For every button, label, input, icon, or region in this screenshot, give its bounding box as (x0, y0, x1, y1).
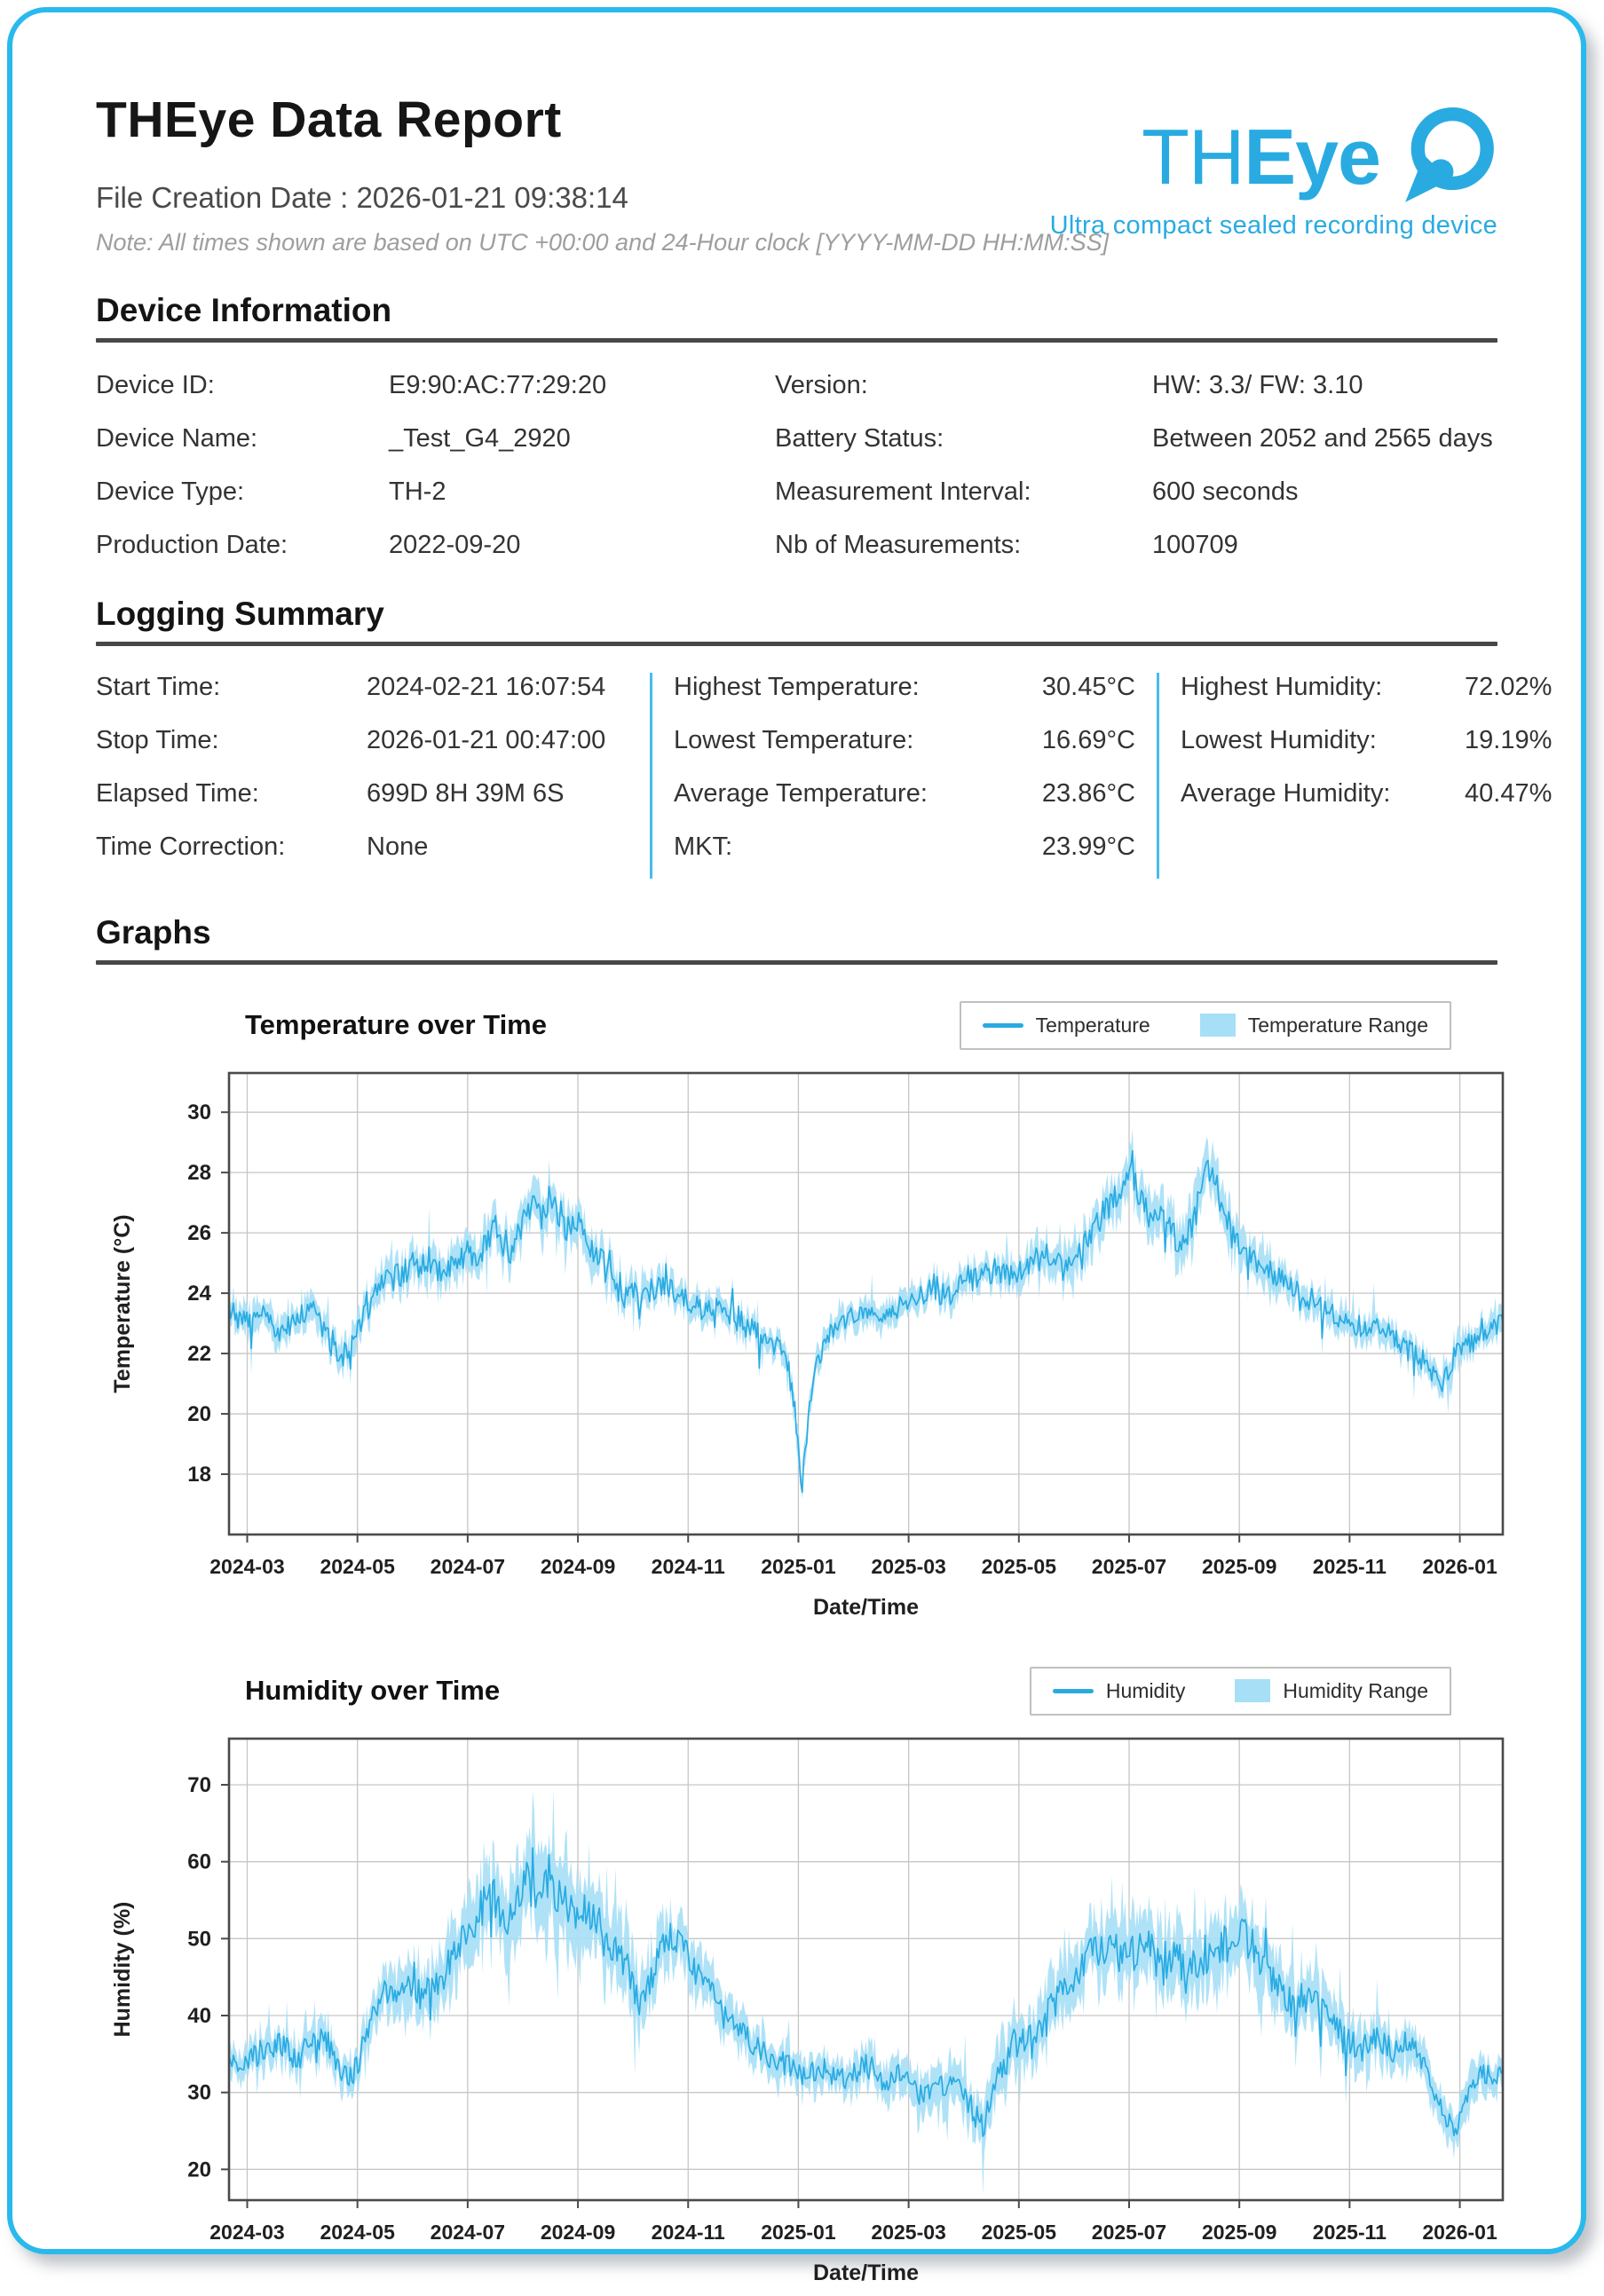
summary-label: Average Temperature: (674, 779, 928, 808)
brand-prefix: TH (1142, 113, 1244, 201)
summary-label: Stop Time: (96, 726, 219, 754)
line-swatch (983, 1023, 1023, 1028)
temperature-chart (96, 1062, 1516, 1630)
timezone-note: Note: All times shown are based on UTC +00:00 and 24-Hour clock [YYYY-MM-DD HH:MM:SS] (96, 229, 1110, 256)
legend-line-item (983, 1014, 1150, 1038)
legend-line-item (1053, 1679, 1185, 1703)
info-value: TH-2 (389, 477, 446, 506)
svg-text:2025-01: 2025-01 (761, 1555, 836, 1578)
info-label: Production Date: (96, 531, 288, 559)
info-label: Version: (775, 371, 868, 399)
summary-label: Highest Temperature: (674, 673, 920, 701)
summary-row (674, 726, 1135, 755)
summary-value: 72.02% (1465, 673, 1553, 701)
section-rule (96, 338, 1497, 343)
temperature-chart-title: Temperature over Time (245, 1009, 547, 1040)
page-title: THEye Data Report (96, 91, 562, 148)
svg-text:60: 60 (187, 1850, 211, 1874)
device-info-grid (96, 371, 1497, 560)
summary-row (674, 779, 1135, 809)
summary-row (96, 726, 628, 755)
svg-text:Date/Time: Date/Time (812, 2260, 920, 2285)
svg-text:2024-05: 2024-05 (320, 2221, 395, 2244)
svg-text:20: 20 (187, 1402, 211, 1427)
brand-suffix: Eye (1244, 113, 1380, 201)
summary-label: Lowest Humidity: (1181, 726, 1377, 754)
svg-text:2024-11: 2024-11 (651, 2221, 725, 2244)
svg-text:40: 40 (187, 2004, 211, 2028)
info-label: Device ID: (96, 371, 215, 399)
info-value: 2022-09-20 (389, 531, 521, 559)
summary-times-column (96, 673, 628, 879)
legend-band-item (1200, 1014, 1428, 1038)
info-value: E9:90:AC:77:29:20 (389, 371, 607, 399)
svg-text:2024-03: 2024-03 (209, 2221, 285, 2244)
info-value: HW: 3.3/ FW: 3.10 (1152, 371, 1363, 399)
info-value: 100709 (1152, 531, 1238, 559)
temperature-chart-block (96, 997, 1497, 1630)
report-page (7, 7, 1586, 2285)
svg-text:2024-07: 2024-07 (430, 1555, 506, 1578)
svg-text:28: 28 (187, 1161, 211, 1186)
humidity-chart-legend (1030, 1667, 1451, 1716)
svg-text:26: 26 (187, 1221, 211, 1246)
svg-text:2025-03: 2025-03 (871, 2221, 946, 2244)
info-label: Nb of Measurements: (775, 531, 1022, 559)
svg-text:2025-05: 2025-05 (981, 1555, 1057, 1578)
svg-text:2025-05: 2025-05 (981, 2221, 1057, 2244)
svg-text:2024-03: 2024-03 (209, 1555, 285, 1578)
eye-bubble-icon (1393, 105, 1497, 209)
summary-row (674, 673, 1135, 702)
svg-text:2025-01: 2025-01 (761, 2221, 836, 2244)
info-label: Measurement Interval: (775, 477, 1031, 506)
legend-label: Humidity (1105, 1678, 1186, 1702)
summary-value: 2024-02-21 16:07:54 (367, 673, 606, 701)
svg-text:2025-11: 2025-11 (1312, 1555, 1387, 1578)
section-rule (96, 642, 1497, 646)
summary-value: 40.47% (1465, 779, 1553, 808)
line-swatch (1053, 1689, 1094, 1693)
svg-text:2025-11: 2025-11 (1312, 2221, 1387, 2244)
svg-text:22: 22 (187, 1342, 211, 1367)
svg-text:70: 70 (187, 1773, 211, 1797)
summary-temperature-column (674, 673, 1135, 879)
svg-text:18: 18 (187, 1463, 211, 1487)
svg-text:2025-07: 2025-07 (1091, 1555, 1167, 1578)
info-value: _Test_G4_2920 (389, 424, 571, 453)
svg-text:30: 30 (187, 2080, 211, 2105)
svg-text:2025-07: 2025-07 (1091, 2221, 1167, 2244)
summary-label: Highest Humidity: (1181, 673, 1383, 701)
summary-value: 2026-01-21 00:47:00 (367, 726, 606, 754)
info-value: 600 seconds (1152, 477, 1299, 506)
summary-row (674, 832, 1135, 862)
svg-text:2024-09: 2024-09 (540, 2221, 616, 2244)
summary-row (96, 832, 628, 862)
svg-text:2026-01: 2026-01 (1422, 2221, 1497, 2244)
brand-tagline: Ultra compact sealed recording device (1049, 211, 1497, 240)
svg-text:2024-05: 2024-05 (320, 1555, 395, 1578)
summary-label: Elapsed Time: (96, 779, 259, 808)
summary-divider (1157, 673, 1159, 879)
legend-label: Humidity Range (1283, 1678, 1428, 1702)
band-swatch (1200, 1014, 1236, 1037)
summary-value: 30.45°C (1041, 673, 1135, 701)
summary-row (1181, 673, 1552, 702)
summary-humidity-column (1181, 673, 1552, 879)
svg-text:Temperature (°C): Temperature (°C) (110, 1214, 135, 1393)
summary-label: Start Time: (96, 673, 221, 701)
section-heading-graphs: Graphs (96, 914, 211, 951)
svg-text:2025-03: 2025-03 (871, 1555, 946, 1578)
humidity-chart-title: Humidity over Time (245, 1675, 501, 1706)
svg-text:2024-09: 2024-09 (540, 1555, 616, 1578)
section-heading-logging-summary: Logging Summary (96, 596, 384, 632)
logging-summary (96, 673, 1553, 879)
section-heading-device-information: Device Information (96, 292, 392, 328)
info-value: Between 2052 and 2565 days (1152, 424, 1493, 453)
svg-text:Date/Time: Date/Time (812, 1595, 920, 1620)
svg-text:24: 24 (187, 1282, 211, 1306)
summary-label: Lowest Temperature: (674, 726, 914, 754)
svg-text:2024-11: 2024-11 (651, 1555, 725, 1578)
band-swatch (1235, 1679, 1270, 1702)
summary-label: Time Correction: (96, 832, 286, 861)
summary-value: 16.69°C (1041, 726, 1135, 754)
summary-row (1181, 779, 1552, 809)
info-label: Device Type: (96, 477, 245, 506)
humidity-chart-block (96, 1662, 1497, 2296)
svg-text:30: 30 (187, 1101, 211, 1125)
info-label: Battery Status: (775, 424, 944, 453)
summary-label: Average Humidity: (1181, 779, 1391, 808)
summary-value: 23.86°C (1041, 779, 1135, 808)
summary-row (96, 779, 628, 809)
svg-text:Humidity (%): Humidity (%) (110, 1901, 135, 2038)
svg-text:2025-09: 2025-09 (1201, 1555, 1277, 1578)
legend-label: Temperature (1035, 1013, 1150, 1037)
brand-wordmark (1142, 113, 1380, 201)
summary-row (1181, 726, 1552, 755)
svg-text:20: 20 (187, 2158, 211, 2182)
svg-text:50: 50 (187, 1927, 211, 1952)
section-rule (96, 960, 1497, 965)
legend-band-item (1235, 1679, 1428, 1703)
humidity-chart (96, 1728, 1516, 2296)
legend-label: Temperature Range (1247, 1013, 1428, 1037)
summary-row (96, 673, 628, 702)
summary-value: None (367, 832, 429, 861)
summary-value: 23.99°C (1041, 832, 1135, 861)
summary-value: 19.19% (1465, 726, 1553, 754)
file-creation-date: File Creation Date : 2026-01-21 09:38:14 (96, 181, 628, 214)
svg-text:2025-09: 2025-09 (1201, 2221, 1277, 2244)
summary-value: 699D 8H 39M 6S (367, 779, 565, 808)
summary-divider (650, 673, 652, 879)
temperature-chart-legend (960, 1001, 1451, 1050)
info-label: Device Name: (96, 424, 258, 453)
brand-logo (1050, 105, 1497, 241)
summary-label: MKT: (674, 832, 733, 861)
svg-text:2024-07: 2024-07 (430, 2221, 506, 2244)
svg-text:2026-01: 2026-01 (1422, 1555, 1497, 1578)
